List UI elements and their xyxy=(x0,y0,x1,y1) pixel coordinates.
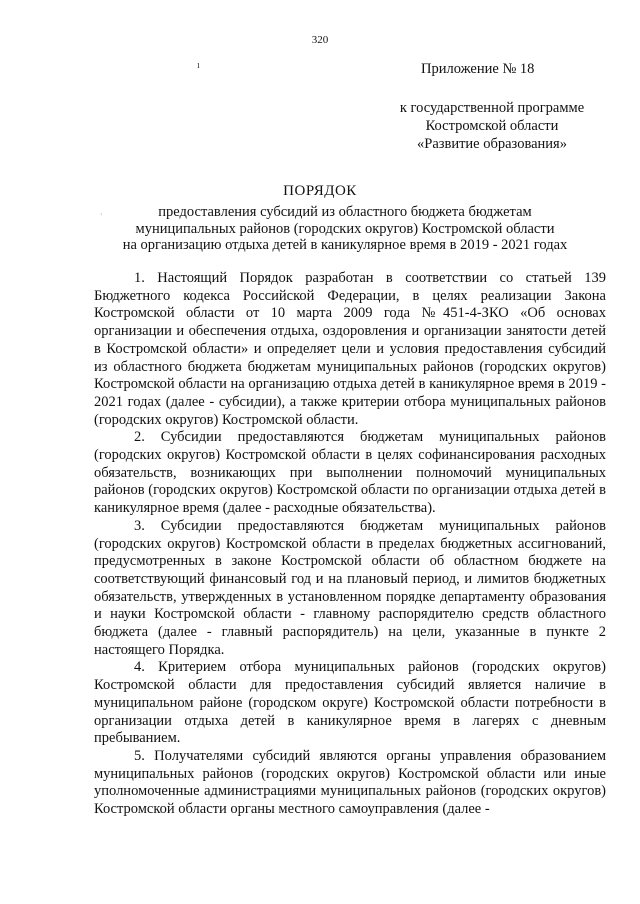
page-number: 320 xyxy=(311,34,329,46)
stray-mark: ı xyxy=(197,60,200,71)
paragraph-3: 3. Субсидии предоставляются бюджетам муниципальных районов (городских округов) Костромской области в пределах бюджетных ассигнований, предусмотренных в законе Костромской области об областном бюджете на соответствующий финансовый год и на плановый период, и лимитов бюджетных обязательств, утвержденных в установленном порядке департаменту образования и науки Костромской области - главному распорядителю средств областного бюджета (далее - главный распорядитель) на цели, указанные в пункте 2 настоящего Порядка. xyxy=(94,517,606,658)
document-title: ПОРЯДОК xyxy=(283,183,357,199)
document-body xyxy=(94,270,606,819)
paragraph-1: 1. Настоящий Порядок разработан в соответствии со статьей 139 Бюджетного кодекса Российской Федерации, в целях реализации Закона Костромской области от 10 марта 2009 года №451-4-ЗКО «Об основах организации и обеспечения отдыха, оздоровления и организации занятости детей в Костромской области» и определяет цели и условия предоставления субсидий из областного бюджета бюджетам муниципальных районов (городских округов) Костромской области на организацию отдыха детей в каникулярное время в 2019 - 2021 годах (далее - субсидии), а также критерии отбора муниципальных районов (городских округов) Костромской области. xyxy=(94,270,606,428)
stray-dot: · xyxy=(100,210,103,219)
paragraph-5: 5. Получателями субсидий являются органы управления образованием муниципальных районов (городских округов) Костромской области или иные уполномоченные администрациями муниципальных районов (городских округов) Костромской области органы местного самоуправления (далее - xyxy=(94,747,606,818)
paragraph-2: 2. Субсидии предоставляются бюджетам муниципальных районов (городских округов) Костромской области в целях софинансирования расходных обязательств, возникающих при выполнении полномочий муниципальных районов (городских округов) Костромской области по организации отдыха детей в каникулярное время (далее - расходные обязательства). xyxy=(94,429,606,517)
appendix-number: Приложение № 18 xyxy=(421,61,535,77)
program-reference xyxy=(382,99,602,153)
subtitle-line: предоставления субсидий из областного бюджета бюджетам xyxy=(158,204,532,220)
document-subtitle xyxy=(110,204,580,254)
program-ref-line: «Развитие образования» xyxy=(417,136,567,152)
program-ref-line: к государственной программе xyxy=(399,100,585,116)
subtitle-line: на организацию отдыха детей в каникулярное время в 2019 - 2021 годах xyxy=(122,237,568,253)
program-ref-line: Костромской области xyxy=(425,118,559,134)
subtitle-line: муниципальных районов (городских округов) Костромской области xyxy=(135,220,555,237)
paragraph-4: 4. Критерием отбора муниципальных районов (городских округов) Костромской области для предоставления субсидий является наличие в муниципальном районе (городском округе) Костромской области потребности в организации отдыха детей в каникулярное время в лагерях с дневным пребыванием. xyxy=(94,659,606,747)
